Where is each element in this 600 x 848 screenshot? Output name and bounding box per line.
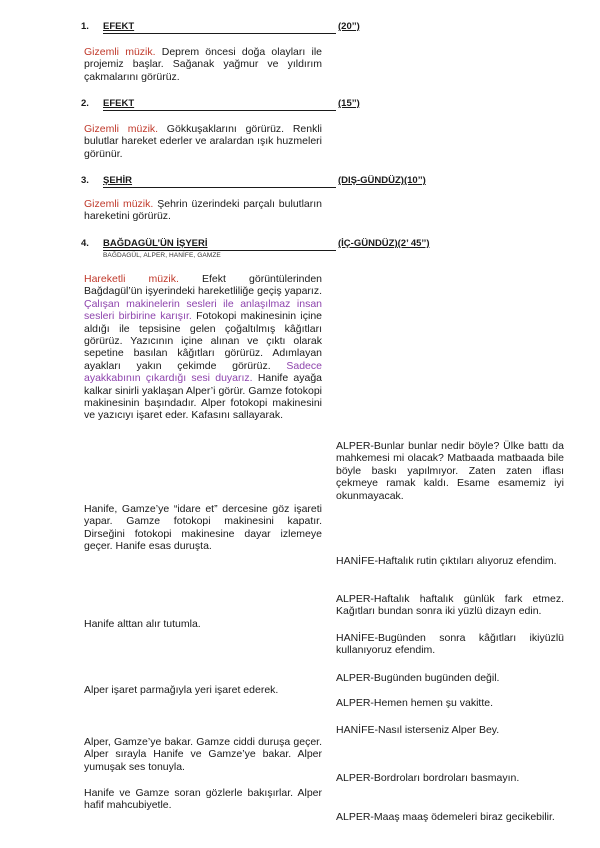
scene-2-number: 2. (81, 98, 89, 109)
scene-2-underline (103, 110, 336, 111)
scene-2-time: (15’’) (338, 98, 360, 109)
scene-4-music: Hareketli müzik. (84, 273, 179, 285)
scene-3-title: ŞEHİR (103, 175, 133, 186)
scene-4-cast: BAĞDAGÜL, ALPER, HANİFE, GAMZE (103, 252, 221, 259)
dialogue-alper-2: ALPER-Haftalık haftalık günlük fark etmez. Kağıtları bundan sonra iki yüzlü dizayn edin. (336, 593, 564, 618)
scene-4-text-1: Efekt görüntülerinden Bağdagül’ün işyerindeki hareketliliğe geçiş yaparız. (84, 273, 323, 298)
scene-3-action (84, 198, 322, 223)
scene-3-music: Gizemli müzik. (84, 198, 154, 210)
direction-5: Hanife ve Gamze soran gözlerle bakışırlar. Alper hafif mahcubiyetle. (84, 787, 322, 812)
direction-1: Hanife, Gamze’ye “idare et” dercesine göz işareti yapar. Gamze fotokopi makinesini kapatır. Dirseğini fotokopi makinesine dayar izlemeye geçer. Hanife esas duruşta. (84, 503, 322, 553)
scene-4-time: (İÇ-GÜNDÜZ)(2’ 45’’) (338, 238, 430, 249)
dialogue-hanife-3: HANİFE-Nasıl isterseniz Alper Bey. (336, 724, 500, 736)
dialogue-alper-4: ALPER-Hemen hemen şu vakitte. (336, 697, 493, 709)
scene-2-action (84, 123, 322, 160)
scene-4-text-3: Hanife ayağa kalkar sinirli yaklaşan Alper’i görür. Gamze fotokopi makinesinin başındadır. Alper fotokopi makinesini ve yazıcıyı işaret eder. Kafasını sallayarak. (84, 372, 323, 422)
scene-4-underline (103, 250, 336, 251)
scene-2-music: Gizemli müzik. (84, 123, 159, 135)
scene-1-action (84, 46, 322, 83)
dialogue-alper-5: ALPER-Bordroları bordroları basmayın. (336, 772, 520, 784)
dialogue-hanife-1: HANİFE-Haftalık rutin çıktıları alıyoruz efendim. (336, 555, 557, 567)
scene-4-sound-1: Çalışan makinelerin sesleri ile anlaşılmaz insan sesleri birbirine karışır. (84, 297, 322, 323)
scene-3-underline (103, 187, 336, 188)
scene-4-number: 4. (81, 238, 89, 249)
dialogue-alper-6: ALPER-Maaş maaş ödemeleri biraz gecikebilir. (336, 811, 555, 823)
scene-3-text: Şehrin üzerindeki parçalı bulutların hareketini görürüz. (84, 198, 322, 223)
scene-3-time: (DIŞ-GÜNDÜZ)(10’’) (338, 175, 426, 186)
direction-3: Alper işaret parmağıyla yeri işaret ederek. (84, 684, 279, 696)
dialogue-alper-3: ALPER-Bugünden bugünden değil. (336, 672, 500, 684)
scene-1-number: 1. (81, 21, 89, 32)
dialogue-hanife-2: HANİFE-Bugünden sonra kâğıtları ikiyüzlü kullanıyoruz efendim. (336, 632, 564, 657)
scene-2-text: Gökkuşaklarını görürüz. Renkli bulutlar hareket ederler ve aralardan ışık huzmeleri görünür. (84, 123, 322, 160)
scene-4-title: BAĞDAGÜL’ÜN İŞYERİ (103, 238, 208, 249)
direction-2: Hanife alttan alır tutumla. (84, 618, 201, 630)
scene-4-sound-2: Sadece ayakkabının çıkardığı sesi duyarız. (84, 359, 322, 385)
scene-1-title: EFEKT (103, 21, 135, 32)
scene-1-time: (20’’) (338, 21, 360, 32)
scene-1-underline (103, 33, 336, 34)
scene-4-action (84, 273, 322, 422)
scene-3-number: 3. (81, 175, 89, 186)
scene-4-text-2: Fotokopi makinesinin içine aldığı ile tepsisine gelen çoğaltılmış kâğıtları görürüz. Yazıcının içine alınan ve çıktı olarak sepetine basılan kâğıtları görürüz. Adımlayan ayakları yakın çekimde görürüz. (84, 310, 323, 372)
dialogue-alper-1: ALPER-Bunlar bunlar nedir böyle? Ülke battı da mahkemesi mi olacak? Matbaada matbaada bile böyle baskı yapılmıyor. Zaten zaten iflası çekmeye ramak kaldı. Esame esamemiz iyi okunmayacak. (336, 440, 564, 502)
scene-1-music: Gizemli müzik. (84, 46, 156, 58)
direction-4: Alper, Gamze’ye bakar. Gamze ciddi duruşa geçer. Alper sırayla Hanife ve Gamze’ye bakar. Alper yumuşak ses tonuyla. (84, 736, 322, 773)
scene-1-text: Deprem öncesi doğa olayları ile projemiz başlar. Sağanak yağmur ve yıldırım çakmalarını görürüz. (84, 46, 322, 83)
scene-2-title: EFEKT (103, 98, 135, 109)
